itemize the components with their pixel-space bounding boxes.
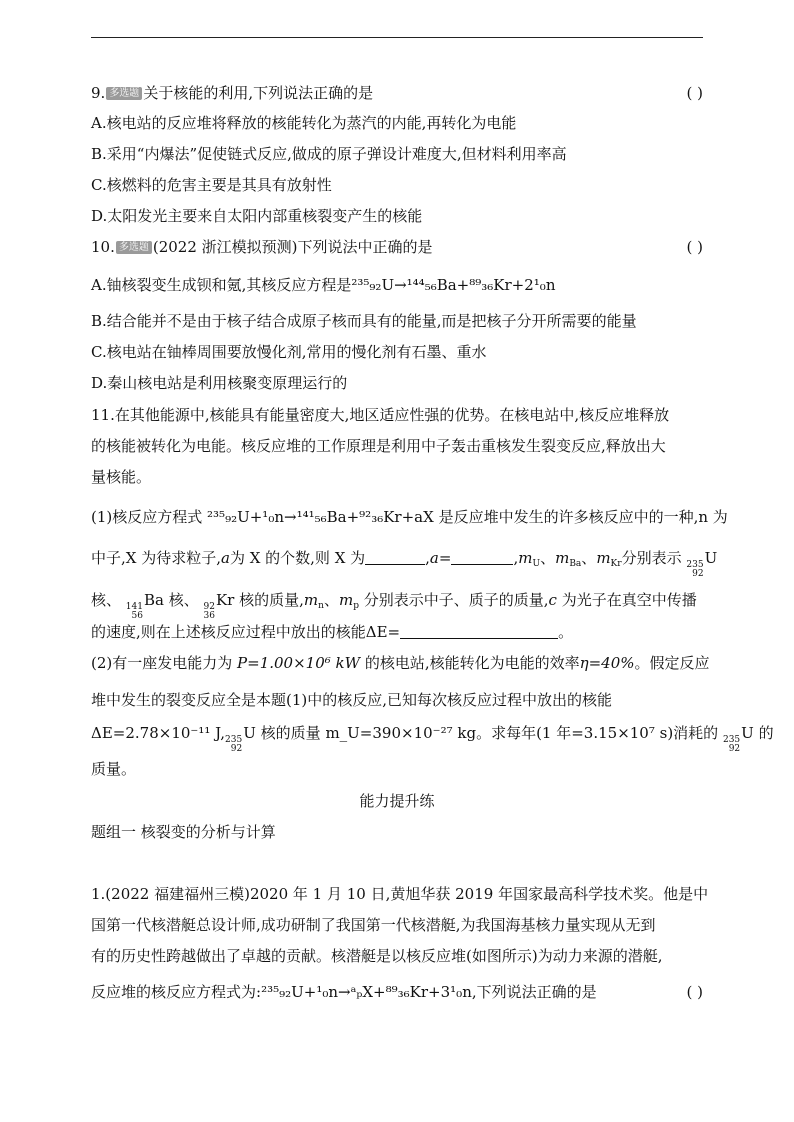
section-title: 能力提升练 — [359, 792, 435, 810]
q11-part2-line4: 质量。 — [91, 760, 137, 778]
multi-choice-tag: 多选题 — [116, 241, 152, 254]
answer-blank-energy[interactable] — [400, 623, 558, 639]
multi-choice-tag: 多选题 — [106, 87, 142, 100]
q11-intro-line1: 11.在其他能源中,核能具有能量密度大,地区适应性强的优势。在核电站中,核反应堆释放 — [91, 406, 670, 424]
q1-line2: 国第一代核潜艇总设计师,成功研制了我国第一代核潜艇,为我国海基核力量实现从无到 — [91, 916, 656, 934]
q9-stem: 9. 多选题 关于核能的利用,下列说法正确的是 ( ) — [91, 84, 703, 102]
q9-option-b: B.采用“内爆法”促使链式反应,做成的原子弹设计难度大,但材料利用率高 — [91, 145, 567, 163]
q11-part1-line3: 核、 141 56 Ba 核、 92 36 Kr 核的质量$,m_n$、$m_p$ 分别表示中子、质子的质量,c 为光子在真空中传播 — [91, 591, 697, 621]
q10-equation: ²³⁵₉₂U→¹⁴⁴₅₆Ba+⁸⁹₃₆Kr+2¹₀n — [351, 276, 556, 294]
answer-paren: ( ) — [686, 238, 703, 256]
q11-part2-line2: 堆中发生的裂变反应全是本题(1)中的核反应,已知每次核反应过程中放出的核能 — [91, 691, 613, 709]
header-rule — [91, 37, 703, 38]
answer-blank-x[interactable] — [365, 549, 425, 565]
q11-intro-line3: 量核能。 — [91, 468, 152, 486]
answer-paren: ( ) — [686, 84, 703, 102]
q11-part2-line1: (2)有一座发电能力为 P=1.00×10⁶ kW 的核电站,核能转化为电能的效率η=40%。假定反应 — [91, 654, 710, 672]
answer-blank-a[interactable] — [451, 549, 513, 565]
q11-equation: ²³⁵₉₂U+¹₀n→¹⁴¹₅₆Ba+⁹²₃₆Kr+aX — [207, 508, 434, 526]
q9-option-a: A.核电站的反应堆将释放的核能转化为蒸汽的内能,再转化为电能 — [91, 114, 517, 132]
q1-line1: 1.(2022 福建福州三模)2020 年 1 月 10 日,黄旭华获 2019 年国家最高科学技术奖。他是中 — [91, 885, 709, 903]
q10-stem: 10. 多选题 (2022 浙江模拟预测)下列说法中正确的是 ( ) — [91, 238, 703, 256]
q9-option-c: C.核燃料的危害主要是其具有放射性 — [91, 176, 332, 194]
q1-line3: 有的历史性跨越做出了卓越的贡献。核潜艇是以核反应堆(如图所示)为动力来源的潜艇, — [91, 947, 663, 965]
q1-equation: ²³⁵₉₂U+¹₀n→ᵃₚX+⁸⁹₃₆Kr+3¹₀n — [261, 983, 472, 1001]
answer-paren: ( ) — [686, 983, 703, 1001]
q11-intro-line2: 的核能被转化为电能。核反应堆的工作原理是利用中子轰击重核发生裂变反应,释放出大 — [91, 437, 666, 455]
q10-option-b: B.结合能并不是由于核子结合成原子核而具有的能量,而是把核子分开所需要的能量 — [91, 312, 637, 330]
q9-option-d: D.太阳发光主要来自太阳内部重核裂变产生的核能 — [91, 207, 423, 225]
group-title: 题组一 核裂变的分析与计算 — [91, 823, 276, 841]
q11-part1-line4: 的速度,则在上述核反应过程中放出的核能ΔE= 。 — [91, 623, 574, 641]
q11-part2-line3: ΔE=2.78×10⁻¹¹ J, 235 92 U 核的质量 m_U=390×10⁻²⁷ kg。求每年(1 年=3.15×10⁷ s)消耗的 235 92 U 的 — [91, 724, 774, 754]
q1-line4: 反应堆的核反应方程式为:²³⁵₉₂U+¹₀n→ᵃₚX+⁸⁹₃₆Kr+3¹₀n,下列说法正确的是 ( ) — [91, 983, 703, 1001]
q10-option-c: C.核电站在铀棒周围要放慢化剂,常用的慢化剂有石墨、重水 — [91, 343, 487, 361]
q11-part1-line1: (1)核反应方程式 ²³⁵₉₂U+¹₀n→¹⁴¹₅₆Ba+⁹²₃₆Kr+aX 是反应堆中发生的许多核反应中的一种,n 为 — [91, 508, 728, 526]
q10-option-a: A.铀核裂变生成钡和氪,其核反应方程是²³⁵₉₂U→¹⁴⁴₅₆Ba+⁸⁹₃₆Kr+2¹₀n — [91, 276, 556, 294]
q11-part1-line2: 中子,X 为待求粒子,a为 X 的个数,则 X 为 $,a= ,m_U$、$m_{Ba}$、$m_{Kr}$分别表示 235 92 U — [91, 549, 718, 579]
q10-option-d: D.秦山核电站是利用核聚变原理运行的 — [91, 374, 348, 392]
